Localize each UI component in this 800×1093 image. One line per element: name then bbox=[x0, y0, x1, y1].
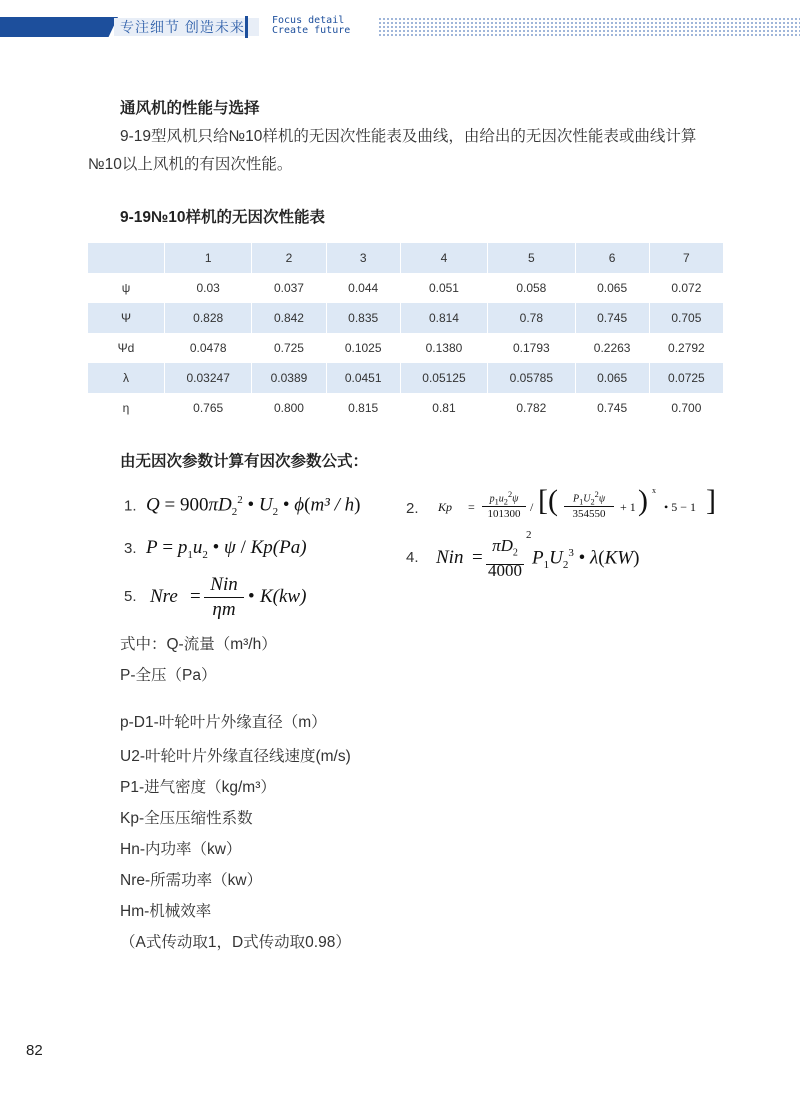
table-cell: 0.065 bbox=[575, 363, 649, 393]
formula-constant: 900 bbox=[179, 494, 209, 516]
table-cell: 0.842 bbox=[252, 303, 326, 333]
table-cell: 0.072 bbox=[649, 273, 723, 303]
formula-number: 1. bbox=[124, 497, 137, 515]
table-header-cell bbox=[88, 243, 165, 273]
table-row-label: ψ bbox=[88, 273, 165, 303]
table-row-label: λ bbox=[88, 363, 165, 393]
formula-5: 5. Nre = Nin ηm • K(kw) bbox=[124, 574, 307, 620]
formula-tail: K(kw) bbox=[260, 586, 307, 607]
table-cell: 0.058 bbox=[488, 273, 575, 303]
section-title: 通风机的性能与选择 bbox=[120, 100, 260, 117]
formula-symbol: P bbox=[146, 537, 158, 558]
formula-symbol: Kp bbox=[438, 500, 453, 514]
formula-denominator: 4000 bbox=[488, 561, 522, 580]
formula-number: 2. bbox=[406, 500, 419, 517]
table-cell: 0.0389 bbox=[252, 363, 326, 393]
table-cell: 0.065 bbox=[575, 273, 649, 303]
formula-number: 3. bbox=[124, 540, 137, 557]
formula-symbol: Nre bbox=[150, 586, 178, 607]
table-row bbox=[88, 333, 724, 363]
table-header-cell: 7 bbox=[649, 243, 723, 273]
table-cell: 0.05125 bbox=[400, 363, 487, 393]
formula-symbol: Q bbox=[146, 494, 160, 516]
table-cell: 0.1025 bbox=[326, 333, 400, 363]
legend-item: Hn-内功率（kw） bbox=[120, 841, 242, 858]
table-cell: 0.0725 bbox=[649, 363, 723, 393]
table-row bbox=[88, 393, 724, 423]
table-cell: 0.725 bbox=[252, 333, 326, 363]
formula-denominator: 354550 bbox=[572, 508, 606, 520]
table-cell: 0.835 bbox=[326, 303, 400, 333]
table-cell: 0.765 bbox=[165, 393, 252, 423]
table-row-label: η bbox=[88, 393, 165, 423]
table-cell: 0.814 bbox=[400, 303, 487, 333]
formula-number: 4. bbox=[406, 549, 419, 566]
formula-numerator: Nin bbox=[204, 573, 244, 598]
table-cell: 0.03247 bbox=[165, 363, 252, 393]
table-cell: 0.2792 bbox=[649, 333, 723, 363]
intro-line-1: 9-19型风机只给№10样机的无因次性能表及曲线，由给出的无因次性能表或曲线计算 bbox=[120, 128, 697, 145]
formula-symbol: Nin bbox=[436, 547, 464, 568]
table-cell: 0.2263 bbox=[575, 333, 649, 363]
table-cell: 0.0478 bbox=[165, 333, 252, 363]
legend-item: U2-叶轮叶片外缘直径线速度(m/s) bbox=[120, 748, 351, 765]
performance-table bbox=[88, 243, 724, 423]
table-cell: 0.037 bbox=[252, 273, 326, 303]
legend-item: Nre-所需功率（kw） bbox=[120, 872, 263, 889]
header-dot-pattern bbox=[378, 17, 800, 37]
legend-item: （A式传动取1，D式传动取0.98） bbox=[120, 934, 351, 951]
page-number: 82 bbox=[26, 1042, 43, 1059]
header-slogan-en-line2: Create future bbox=[272, 25, 351, 36]
formula-4: 4. Nin = $\pi D_2$ 2 4000 $P_1U_2^3$ • λ(KW) bbox=[406, 529, 640, 580]
formula-1: 1. $Q = 900\pi D_2^2$ • $U_2$ • ϕ(m³ / h) bbox=[124, 494, 361, 519]
table-cell: 0.03 bbox=[165, 273, 252, 303]
legend-item: P1-进气密度（kg/m³） bbox=[120, 779, 276, 796]
table-cell: 0.1380 bbox=[400, 333, 487, 363]
table-row bbox=[88, 363, 724, 393]
formula-tail: Kp(Pa) bbox=[250, 537, 307, 558]
table-cell: 0.044 bbox=[326, 273, 400, 303]
formula-denominator: 101300 bbox=[487, 508, 521, 520]
header-slogan-cn: 专注细节 创造未来 bbox=[114, 18, 259, 36]
table-cell: 0.700 bbox=[649, 393, 723, 423]
formula-unit: KW bbox=[604, 547, 634, 569]
page-header bbox=[0, 14, 800, 38]
table-title: 9-19№10样机的无因次性能表 bbox=[120, 209, 326, 226]
table-header-cell: 1 bbox=[165, 243, 252, 273]
table-row-label: Ψd bbox=[88, 333, 165, 363]
legend-item: Kp-全压压缩性系数 bbox=[120, 810, 253, 827]
formula-title: 由无因次参数计算有因次参数公式： bbox=[120, 453, 369, 470]
table-cell: 0.0451 bbox=[326, 363, 400, 393]
table-header-cell: 5 bbox=[488, 243, 575, 273]
table-cell: 0.1793 bbox=[488, 333, 575, 363]
table-header-cell: 6 bbox=[575, 243, 649, 273]
table-cell: 0.05785 bbox=[488, 363, 575, 393]
legend-item: Hm-机械效率 bbox=[120, 903, 212, 920]
table-cell: 0.81 bbox=[400, 393, 487, 423]
table-row-label: Ψ bbox=[88, 303, 165, 333]
header-slogan-en bbox=[272, 16, 350, 36]
header-slogan-en-line1: Focus detail bbox=[272, 15, 345, 26]
table-cell: 0.815 bbox=[326, 393, 400, 423]
intro-line-2: №10以上风机的有因次性能。 bbox=[88, 156, 293, 173]
table-row bbox=[88, 273, 724, 303]
table-cell: 0.745 bbox=[575, 303, 649, 333]
table-header-cell: 3 bbox=[326, 243, 400, 273]
table-cell: 0.705 bbox=[649, 303, 723, 333]
table-header-row bbox=[88, 243, 724, 273]
table-cell: 0.800 bbox=[252, 393, 326, 423]
table-cell: 0.782 bbox=[488, 393, 575, 423]
table-row bbox=[88, 303, 724, 333]
formula-unit: m³ / h bbox=[310, 494, 355, 516]
legend-item: P-全压（Pa） bbox=[120, 667, 217, 684]
header-divider bbox=[245, 16, 248, 38]
legend-item: p-D1-叶轮叶片外缘直径（m） bbox=[120, 714, 327, 731]
table-header-cell: 4 bbox=[400, 243, 487, 273]
table-cell: 0.828 bbox=[165, 303, 252, 333]
formula-number: 5. bbox=[124, 588, 137, 605]
table-header-cell: 2 bbox=[252, 243, 326, 273]
header-blue-bar bbox=[0, 17, 118, 37]
formula-denominator: ηm bbox=[212, 599, 236, 620]
table-cell: 0.051 bbox=[400, 273, 487, 303]
legend-item: 式中：Q-流量（m³/h） bbox=[120, 636, 277, 653]
table-cell: 0.745 bbox=[575, 393, 649, 423]
formula-3: 3. $P = p_1u_2$ • ψ / Kp(Pa) bbox=[124, 537, 307, 561]
table-cell: 0.78 bbox=[488, 303, 575, 333]
